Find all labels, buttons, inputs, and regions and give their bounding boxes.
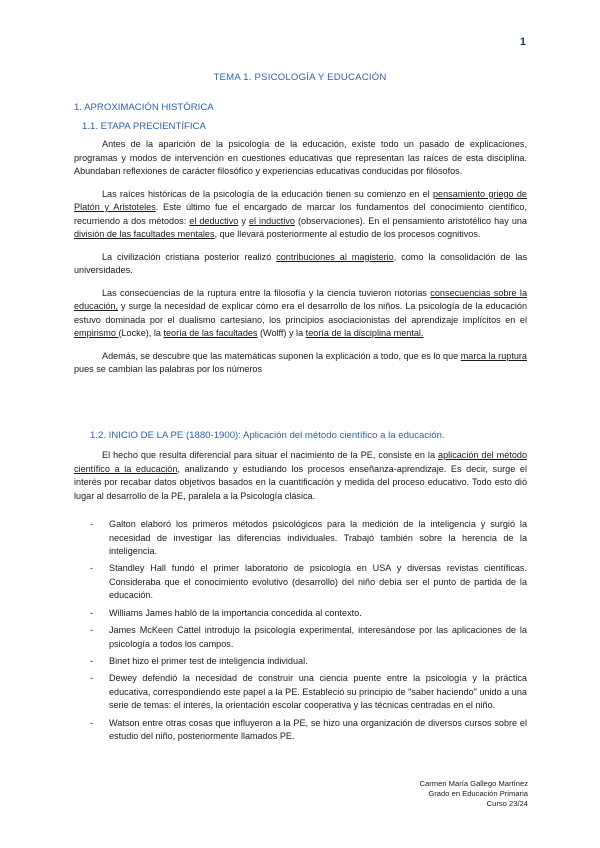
underlined-text: aplicación del método científico a la educación xyxy=(74,450,528,474)
list-item xyxy=(90,607,527,621)
section-heading-1: 1. APROXIMACIÓN HISTÓRICA xyxy=(74,102,214,113)
paragraph xyxy=(74,251,527,278)
bullet-dash: - xyxy=(90,717,94,728)
text: (observaciones). En el pensamiento aristotélico hay una xyxy=(294,215,527,226)
list-item xyxy=(90,562,527,603)
list-item xyxy=(90,518,527,559)
bullet-dash: - xyxy=(90,673,94,684)
list-item xyxy=(90,717,527,744)
page-footer xyxy=(420,779,528,809)
text: El hecho que resulta diferencial para situar el nacimiento de la PE, consiste en la xyxy=(102,450,439,460)
text: (Locke), la xyxy=(118,328,164,338)
list-item-text: Galton elaboró los primeros métodos psicológicos para la medición de la inteligencia y surgió la necesidad de investigar las diferencias individuales. Trabajó también sobre la herencia de la inteligencia. xyxy=(109,519,527,556)
paragraph xyxy=(74,350,527,377)
subsection-heading-1-2: 1.2. INICIO DE LA PE (1880-1900): Aplicación del método científico a la educación. xyxy=(90,430,445,441)
paragraph xyxy=(74,449,527,503)
text: Además, se descubre que las matemáticas suponen la explicación a todo, que es lo que xyxy=(102,350,461,361)
list-item-text: James McKeen Cattel introdujo la psicología experimental, interesándose por las aplicaciones de la psicología a todos los campos. xyxy=(109,625,527,649)
list-item-text: Watson entre otras cosas que influyeron a la PE, se hizo una organización de diversos cursos sobre el estudio del niño, posteriormente llamados PE. xyxy=(109,717,527,742)
footer-course: Curso 23/24 xyxy=(486,799,528,808)
text: pues se cambian las palabras por los números xyxy=(74,364,263,374)
text: La civilización cristiana posterior realizó xyxy=(102,251,277,262)
underlined-text: pensamiento griego de Platón y Aristoteles xyxy=(74,188,527,212)
list-item-text: Williams James habló de la importancia concedida al contexto. xyxy=(109,607,362,618)
underlined-text: teoría de las facultades xyxy=(163,328,258,338)
page-number: 1 xyxy=(519,36,526,48)
subsection-heading-1-1: 1.1. ETAPA PRECIENTÍFICA xyxy=(82,121,206,132)
section-1-1-body xyxy=(74,138,527,377)
underlined-text: teoría de la disciplina mental. xyxy=(305,328,424,338)
text: . Este último fue el encargado de marcar los fundamentos del conocimiento científico, recurriendo a dos métodos: xyxy=(74,202,527,226)
underlined-text: el deductivo xyxy=(189,215,239,226)
paragraph: Antes de la aparición de la psicología de la educación, existe todo un pasado de explicaciones, programas y modos de intervención en cuestiones educativas que representan las raíces de esta disciplina. Abundaban reflexiones de carácter filosófico y experiencias educativas conducidas por filósofos. xyxy=(74,139,527,176)
bullet-dash: - xyxy=(90,519,94,529)
list-item-text: Binet hizo el primer test de inteligencia individual. xyxy=(109,656,308,667)
bullet-dash: - xyxy=(90,607,94,618)
page-title: TEMA 1. PSICOLOGÍA Y EDUCACIÓN xyxy=(213,72,387,83)
paragraph xyxy=(74,188,527,242)
underlined-text: consecuencias sobre la educación, xyxy=(74,287,527,311)
underlined-text: contribuciones al magisterio xyxy=(276,251,394,262)
text: , que llevará posteriormente al estudio de los procesos cognitivos. xyxy=(214,229,481,239)
bullet-list xyxy=(90,518,527,748)
text: , analizando y estudiando los procesos enseñanza-aprendizaje. Es decir, surge el interés por recabar datos objetivos basados en la cuantificación y medida del proceso educativo. Todo esto dió lugar al desarrollo de la PE, paralela a la Psicología clásica. xyxy=(74,463,527,501)
list-item-text: Dewey defendió la necesidad de construir una ciencia puente entre la psicología y la práctica educativa, correspondiendo este papel a la PE. Estableció su principio de "saber haciendo" unido a una serie de temas: el interés, la orientación escolar cooperativa y las técnicas centradas en el niño. xyxy=(109,673,527,711)
underlined-text: marca la ruptura xyxy=(460,350,527,361)
text: y surge la necesidad de explicar cómo era el desarrollo de los niños. La psicología de la educación estuvo dominada por el dualismo cartesiano, los principios asociacionistas del aprendizaje implícitos en el xyxy=(74,301,527,325)
underlined-text: empirismo xyxy=(74,328,119,338)
text: y xyxy=(238,215,249,226)
bullet-dash: - xyxy=(90,656,94,667)
text: Las consecuencias de la ruptura entre la filosofía y la ciencia tuvieron notorias xyxy=(102,287,431,298)
bullet-dash: - xyxy=(90,625,94,636)
bullet-dash: - xyxy=(90,563,94,574)
footer-degree: Grado en Educación Primaria xyxy=(428,789,528,798)
section-1-2-body xyxy=(74,449,527,503)
underlined-text: división de las facultades mentales xyxy=(74,229,215,239)
list-item-text: Standley Hall fundó el primer laboratorio de psicología en USA y diversas revistas científicas. Consideraba que el conocimiento evolutivo (desarrollo) del niño debía ser el punto de partida de la educación. xyxy=(109,563,527,601)
footer-author: Carmen María Gallego Martínez xyxy=(419,779,528,788)
underlined-text: el inductivo xyxy=(248,215,295,226)
list-item xyxy=(90,672,527,713)
text: (Wolff) y la xyxy=(257,328,306,338)
paragraph xyxy=(74,287,527,341)
text: , como la consolidación de las universidades. xyxy=(74,251,527,275)
list-item xyxy=(90,655,527,669)
list-item xyxy=(90,624,527,651)
text: Las raíces históricas de la psicología de la educación tienen su comienzo en el xyxy=(102,188,433,199)
